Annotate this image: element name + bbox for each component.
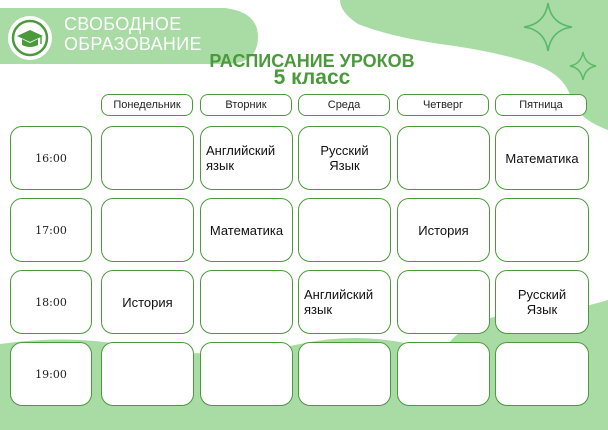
lesson-cell: Английский язык — [200, 126, 293, 190]
lesson-cell — [101, 126, 194, 190]
day-header: Вторник — [200, 94, 292, 116]
time-slot: 18:00 — [10, 270, 92, 334]
lesson-cell: История — [101, 270, 194, 334]
time-slot: 17:00 — [10, 198, 92, 262]
brand-logo — [8, 16, 52, 60]
lesson-cell — [495, 342, 589, 406]
lesson-cell — [200, 270, 293, 334]
lesson-cell — [298, 198, 391, 262]
lesson-cell — [397, 342, 490, 406]
lesson-cell: Русский Язык — [298, 126, 391, 190]
lesson-cell: История — [397, 198, 490, 262]
lesson-cell — [101, 198, 194, 262]
lesson-cell — [101, 342, 194, 406]
schedule-subtitle: 5 класс — [273, 66, 351, 89]
schedule-title: РАСПИСАНИЕ УРОКОВ — [209, 51, 415, 71]
lesson-cell: Английский язык — [298, 270, 391, 334]
brand-name — [64, 14, 202, 54]
time-slot: 19:00 — [10, 342, 92, 406]
lesson-cell — [298, 342, 391, 406]
brand-line-1: СВОБОДНОЕ — [64, 14, 182, 34]
day-header: Четверг — [397, 94, 489, 116]
lesson-cell — [397, 270, 490, 334]
lesson-cell — [397, 126, 490, 190]
time-slot: 16:00 — [10, 126, 92, 190]
lesson-cell — [200, 342, 293, 406]
day-header: Понедельник — [101, 94, 193, 116]
day-header: Среда — [298, 94, 390, 116]
brand-line-2: ОБРАЗОВАНИЕ — [64, 34, 202, 54]
lesson-cell: Математика — [495, 126, 589, 190]
lesson-cell: Математика — [200, 198, 293, 262]
graduation-cap-icon — [10, 18, 50, 58]
lesson-cell — [495, 198, 589, 262]
lesson-cell: Русский Язык — [495, 270, 589, 334]
day-header: Пятница — [495, 94, 587, 116]
